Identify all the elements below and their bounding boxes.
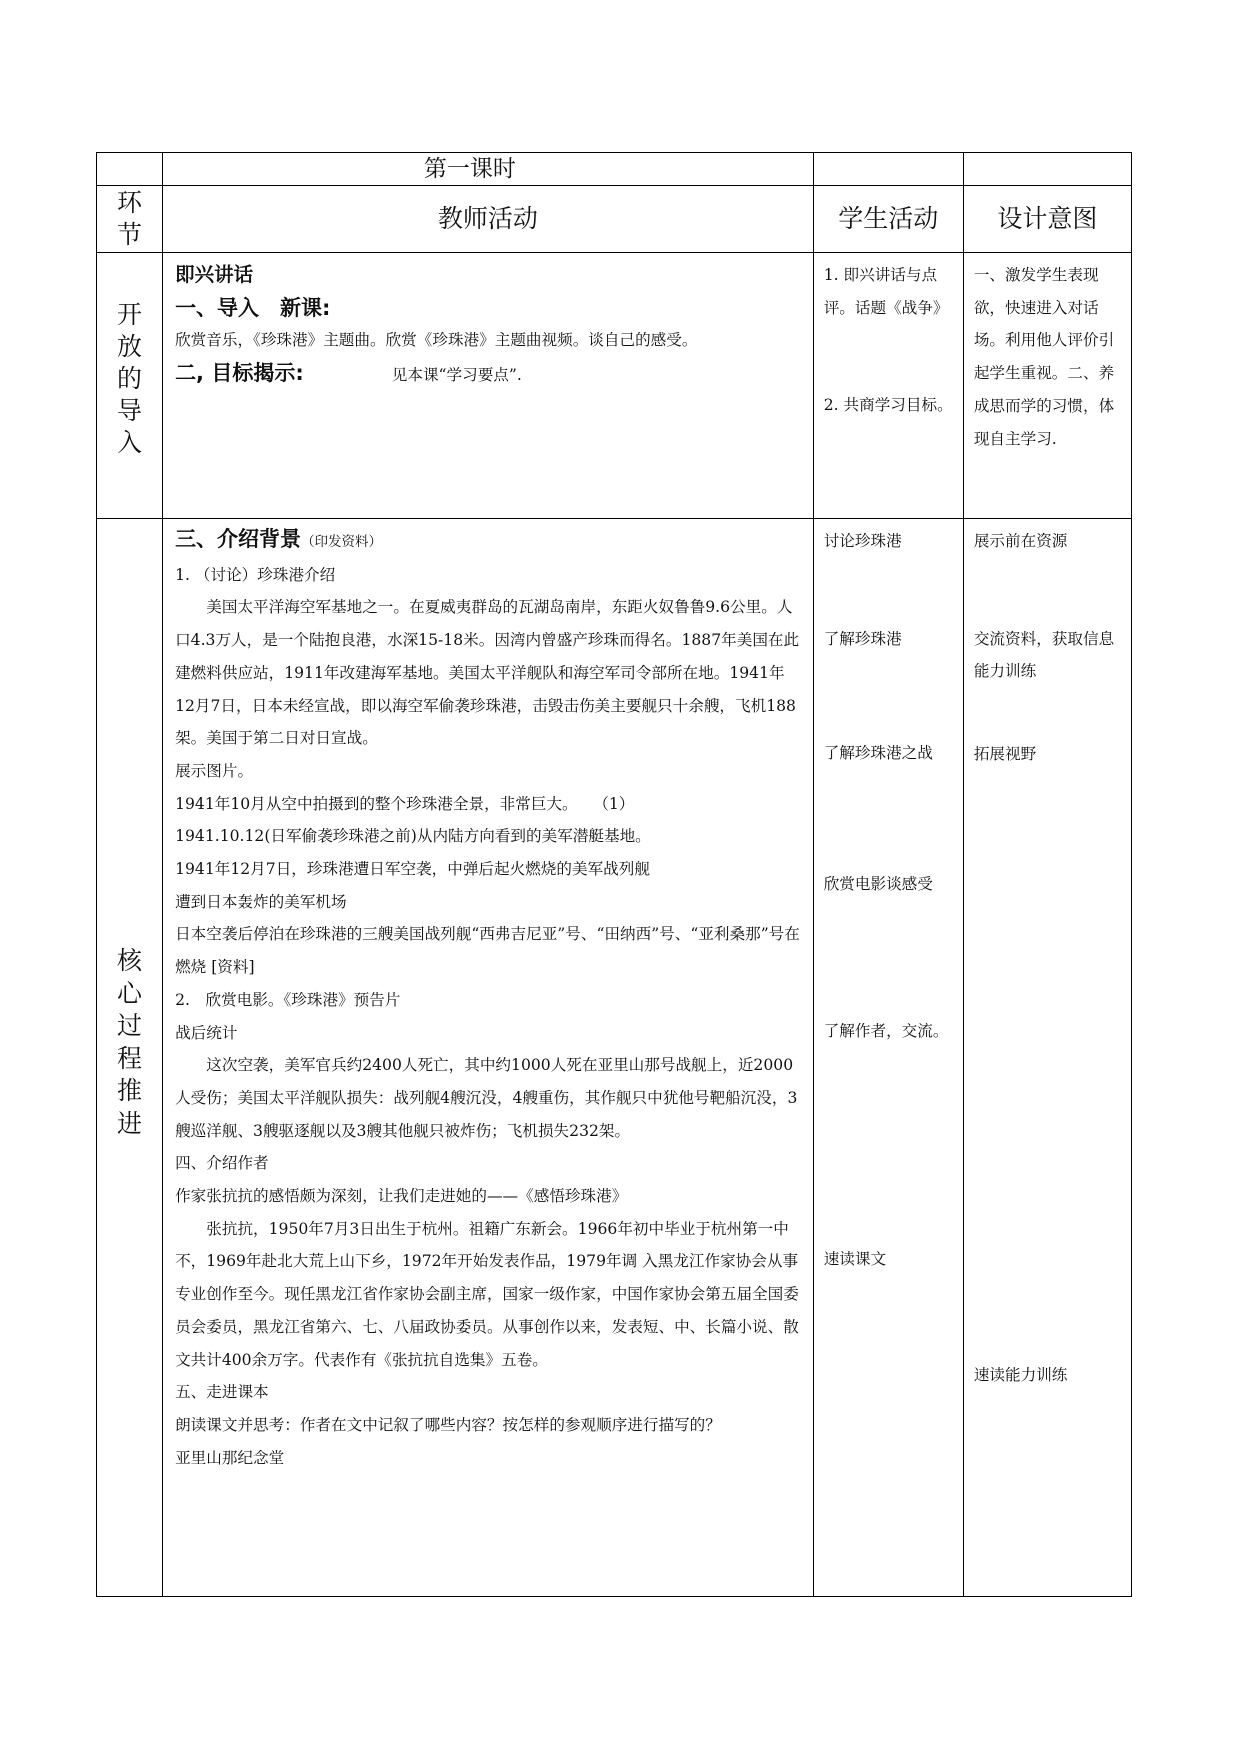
pearl-harbor-intro-label: 1. （讨论）珍珠港介绍 — [175, 565, 336, 584]
background-heading-line: 三、介绍背景（印发资料） — [175, 527, 383, 551]
core-student-activity — [813, 519, 963, 1597]
lesson-title-row — [97, 153, 1132, 186]
empty-cell — [963, 153, 1131, 186]
core-design-intent — [963, 519, 1131, 1597]
author-intro-text: 作家张抗抗的感悟颇为深刻，让我们走进她的——《感悟珍珠港》 — [175, 1187, 628, 1206]
design-header: 设计意图 — [963, 186, 1131, 253]
picture-caption-4: 遭到日本轰炸的美军机场 — [175, 892, 347, 911]
empty-cell — [813, 153, 963, 186]
student-discuss: 讨论珍珠港 — [823, 532, 902, 550]
lesson-title: 第一课时 — [163, 153, 814, 186]
author-heading: 四、介绍作者 — [175, 1154, 269, 1173]
design-broaden: 拓展视野 — [973, 745, 1037, 764]
student-learn-harbor: 了解珍珠港 — [823, 629, 902, 648]
student-header: 学生活动 — [813, 186, 963, 253]
intro-heading: 一、导入 新课: — [175, 295, 331, 320]
teacher-header: 教师活动 — [163, 186, 814, 253]
goal-text: 见本课“学习要点”. — [391, 366, 522, 385]
stage-header: 环 节 — [97, 186, 163, 253]
header-row — [97, 186, 1132, 253]
student-activity-1: 1. 即兴讲话与点评。话题《战争》 — [823, 266, 949, 317]
goal-heading: 二, 目标揭示: — [175, 361, 304, 386]
movie-trailer-text: 2. 欣赏电影。《珍珠港》预告片 — [175, 990, 401, 1009]
picture-caption-5: 日本空袭后停泊在珍珠港的三艘美国战列舰“西弗吉尼亚”号、“田纳西”号、“亚利桑那”号在燃烧 [资料] — [175, 925, 800, 977]
core-teacher-activity — [163, 519, 814, 1597]
picture-caption-2: 1941.10.12(日军偷袭珍珠港之前)从内陆方向看到的美军潜艇基地。 — [175, 827, 651, 846]
picture-caption-1: 1941年10月从空中拍摄到的整个珍珠港全景，非常巨大。 （1） — [175, 794, 635, 813]
intro-row — [97, 253, 1132, 519]
postwar-stats-label: 战后统计 — [175, 1023, 238, 1042]
intro-teacher-activity — [163, 253, 814, 519]
reading-question: 朗读课文并思考：作者在文中记叙了哪些内容？按怎样的参观顺序进行描写的？ — [175, 1415, 721, 1434]
student-watch-movie: 欣赏电影谈感受 — [823, 875, 933, 894]
design-intent-intro: 一、激发学生表现欲，快速进入对话场。利用他人评价引起学生重视。二、养成思而学的习惯，体现自主学习. — [973, 266, 1115, 448]
author-bio-text: 张抗抗，1950年7月3日出生于杭州。祖籍广东新会。1966年初中毕业于杭州第一中不，1969年赴北大荒上山下乡，1972年开始发表作品，1979年调 入黑龙江作家协会从事专业创作至今。现任黑龙江省作家协会副主席，国家一级作家，中国作家协会第五届全国委员会委员，黑龙江省第六、七、八届政协委员。从事创作以来，发表短、中、长篇小说、散文共计400余万字。代表作有《张抗抗自选集》五卷。 — [175, 1219, 799, 1369]
textbook-heading: 五、走进课本 — [175, 1383, 269, 1402]
intro-stage: 开 放 的 导 入 — [97, 253, 163, 519]
memorial-text: 亚里山那纪念堂 — [175, 1448, 285, 1467]
student-learn-author: 了解作者，交流。 — [823, 1021, 949, 1040]
design-resources: 展示前在资源 — [973, 532, 1068, 550]
lesson-plan-table — [96, 152, 1132, 1597]
impromptu-heading: 即兴讲话 — [175, 263, 254, 286]
student-speed-read: 速读课文 — [823, 1249, 887, 1268]
intro-student-activity — [813, 253, 963, 519]
show-pictures-text: 展示图片。 — [175, 761, 254, 780]
goal-line — [175, 357, 803, 392]
design-speed-read: 速读能力训练 — [973, 1365, 1068, 1384]
intro-music-text: 欣赏音乐，《珍珠港》主题曲。欣赏《珍珠港》主题曲视频。谈自己的感受。 — [175, 331, 698, 350]
empty-cell — [97, 153, 163, 186]
core-row — [97, 519, 1132, 1597]
postwar-stats-text: 这次空袭，美军官兵约2400人死亡，其中约1000人死在亚里山那号战舰上，近2000人受伤；美国太平洋舰队损失：战列舰4艘沉没，4艘重伤，其作舰只中犹他号靶船沉没，3艘巡洋舰、3艘驱逐舰以及3艘其他舰只被炸伤；飞机损失232架。 — [175, 1056, 798, 1140]
picture-caption-3: 1941年12月7日，珍珠港遭日军空袭，中弹后起火燃烧的美军战列舰 — [175, 860, 650, 879]
core-stage: 核 心 过 程 推 进 — [97, 519, 163, 1597]
student-activity-2: 2. 共商学习目标。 — [823, 396, 953, 415]
design-info-skill: 交流资料，获取信息能力训练 — [973, 629, 1115, 681]
intro-design-intent — [963, 253, 1131, 519]
pearl-harbor-description: 美国太平洋海空军基地之一。在夏威夷群岛的瓦湖岛南岸，东距火奴鲁鲁9.6公里。人口4.3万人，是一个陆抱良港，水深15-18米。因湾内曾盛产珍珠而得名。1887年美国在此建燃料供应站，1911年改建海军基地。美国太平洋舰队和海空军司令部所在地。1941年12月7日，日本未经宣战，即以海空军偷袭珍珠港，击毁击伤美主要舰只十余艘，飞机188架。美国于第二日对日宣战。 — [175, 598, 800, 748]
student-learn-battle: 了解珍珠港之战 — [823, 744, 933, 763]
